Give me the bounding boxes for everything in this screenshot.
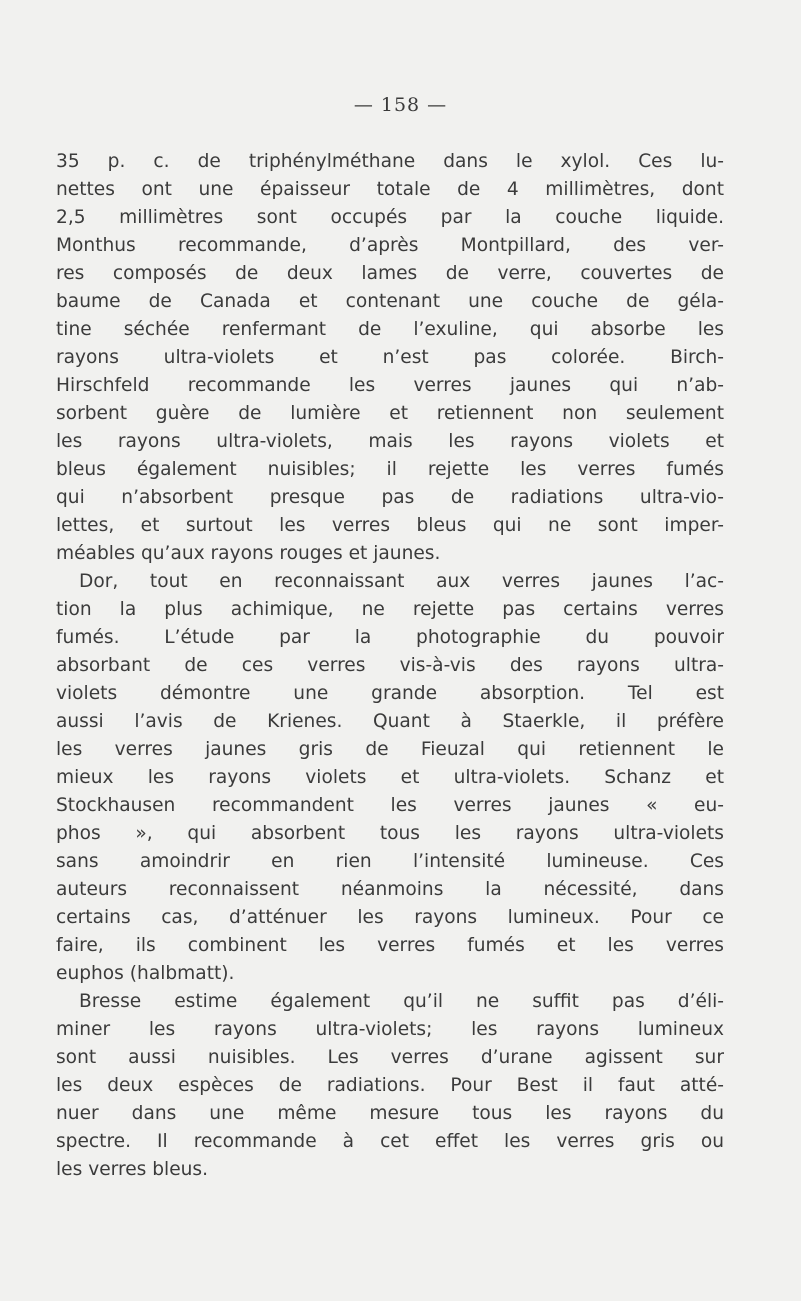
text-line: sans amoindrir en rien l’intensité lumineuse. Ces xyxy=(56,851,724,872)
text-line: Stockhausen recommandent les verres jaunes « eu- xyxy=(56,795,724,816)
text-line: mieux les rayons violets et ultra-violets. Schanz et xyxy=(56,767,724,788)
text-line: phos », qui absorbent tous les rayons ultra-violets xyxy=(56,823,724,844)
text-line: les deux espèces de radiations. Pour Best il faut atté- xyxy=(56,1075,724,1096)
text-line: euphos (halbmatt). xyxy=(56,963,235,984)
text-line: auteurs reconnaissent néanmoins la nécessité, dans xyxy=(56,879,724,900)
text-line: bleus également nuisibles; il rejette les verres fumés xyxy=(56,459,724,480)
text-line: méables qu’aux rayons rouges et jaunes. xyxy=(56,543,441,564)
text-line: rayons ultra-violets et n’est pas colorée. Birch- xyxy=(56,347,724,368)
text-line: spectre. Il recommande à cet effet les verres gris ou xyxy=(56,1131,724,1152)
text-line: Bresse estime également qu’il ne suffit pas d’éli- xyxy=(79,991,724,1012)
text-line: qui n’absorbent presque pas de radiations ultra-vio- xyxy=(56,487,724,508)
text-line: miner les rayons ultra-violets; les rayons lumineux xyxy=(56,1019,724,1040)
text-line: 35 p. c. de triphénylméthane dans le xylol. Ces lu- xyxy=(56,151,724,172)
text-line: res composés de deux lames de verre, couvertes de xyxy=(56,263,724,284)
text-line: nettes ont une épaisseur totale de 4 millimètres, dont xyxy=(56,179,724,200)
text-line: absorbant de ces verres vis-à-vis des rayons ultra- xyxy=(56,655,724,676)
text-line: les verres bleus. xyxy=(56,1159,209,1180)
text-line: fumés. L’étude par la photographie du pouvoir xyxy=(56,627,724,648)
text-line: les rayons ultra-violets, mais les rayons violets et xyxy=(56,431,724,452)
text-line: 2,5 millimètres sont occupés par la couche liquide. xyxy=(56,207,724,228)
text-line: certains cas, d’atténuer les rayons lumineux. Pour ce xyxy=(56,907,724,928)
text-line: les verres jaunes gris de Fieuzal qui retiennent le xyxy=(56,739,724,760)
text-line: sont aussi nuisibles. Les verres d’urane agissent sur xyxy=(56,1047,724,1068)
text-line: baume de Canada et contenant une couche de géla- xyxy=(56,291,724,312)
text-line: violets démontre une grande absorption. Tel est xyxy=(56,683,724,704)
text-line: nuer dans une même mesure tous les rayons du xyxy=(56,1103,724,1124)
text-line: Monthus recommande, d’après Montpillard, des ver- xyxy=(56,235,724,256)
text-line: aussi l’avis de Krienes. Quant à Staerkle, il préfère xyxy=(56,711,724,732)
text-line: sorbent guère de lumière et retiennent non seulement xyxy=(56,403,724,424)
text-line: Hirschfeld recommande les verres jaunes qui n’ab- xyxy=(56,375,724,396)
text-line: lettes, et surtout les verres bleus qui ne sont imper- xyxy=(56,515,724,536)
text-line: Dor, tout en reconnaissant aux verres jaunes l’ac- xyxy=(79,571,724,592)
text-line: tine séchée renfermant de l’exuline, qui absorbe les xyxy=(56,319,724,340)
text-line: faire, ils combinent les verres fumés et les verres xyxy=(56,935,724,956)
body-text xyxy=(56,148,724,1184)
text-line: tion la plus achimique, ne rejette pas certains verres xyxy=(56,599,724,620)
page-number: — 158 — xyxy=(353,94,448,116)
